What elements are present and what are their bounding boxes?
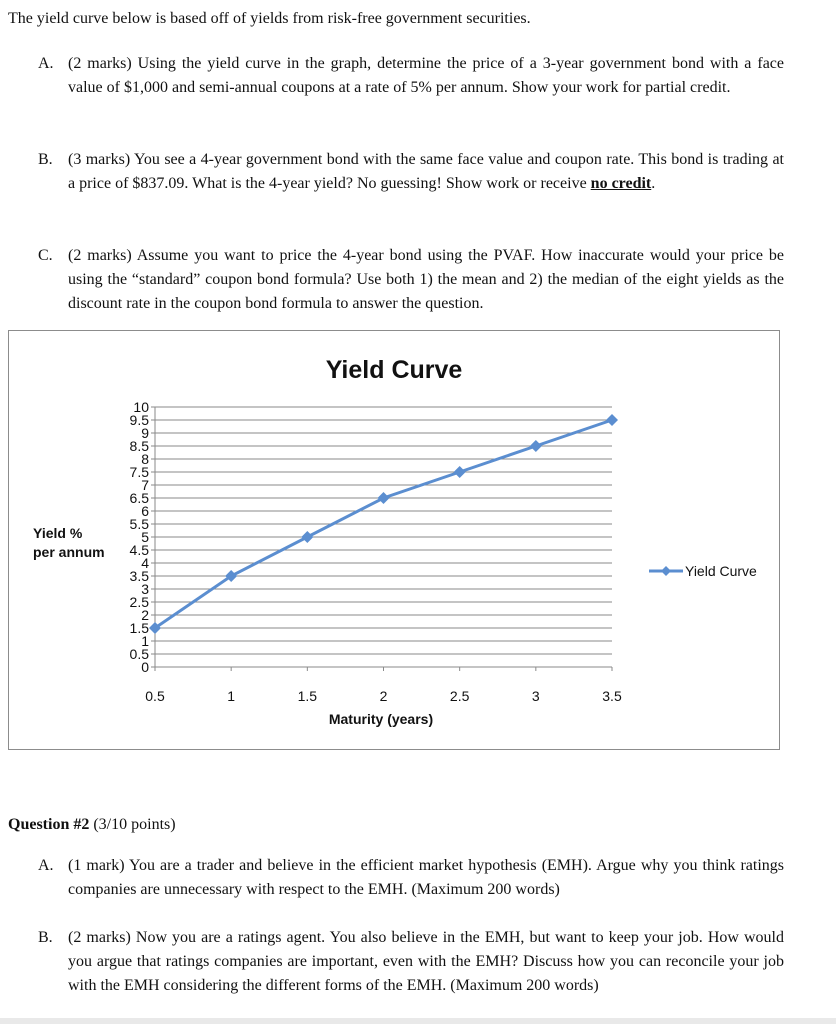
question-text: (2 marks) Assume you want to price the 4-year bond using the PVAF. How inaccurate would your price be using the “standard” coupon bond formula? Use both 1) the mean and 2) the median of the eight yields as the discount rate in the coupon bond formula to answer the question. <box>68 247 784 312</box>
y-tick-label: 6 <box>141 503 149 519</box>
y-tick-label: 8 <box>141 451 149 467</box>
data-point <box>301 531 313 543</box>
x-tick-label: 1 <box>227 688 236 704</box>
question-2b <box>38 926 784 998</box>
data-point <box>530 440 542 452</box>
y-tick-label: 2.5 <box>129 594 149 610</box>
emphasis-text: no credit <box>590 175 652 192</box>
y-tick-label: 8.5 <box>129 438 149 454</box>
x-axis-label: Maturity (years) <box>328 711 434 727</box>
question-text: (2 marks) Now you are a ratings agent. You also believe in the EMH, but want to keep your job. How would you argue that ratings companies are important, even with the EMH? Discuss how you can reconcile your job with the EMH considering the different forms of the EMH. (Maximum 200 words) <box>68 929 784 994</box>
question-1c <box>38 244 784 316</box>
page-bottom-edge <box>0 1018 836 1024</box>
y-tick-label: 4 <box>141 555 149 571</box>
question-text: (2 marks) Using the yield curve in the graph, determine the price of a 3-year government bond with a face value of $1,000 and semi-annual coupons at a rate of 5% per annum. Show your work for partial credit. <box>68 55 784 96</box>
y-tick-label: 3.5 <box>129 568 149 584</box>
data-point <box>454 466 466 478</box>
y-tick-label: 7 <box>141 477 149 493</box>
y-tick-label: 4.5 <box>129 542 149 558</box>
legend-label: Yield Curve <box>685 563 757 579</box>
question-letter: A. <box>38 55 54 72</box>
question-letter: C. <box>38 247 53 264</box>
question-1a <box>38 52 784 100</box>
x-tick-label: 0.5 <box>145 688 165 704</box>
y-axis-label-line2: per annum <box>33 544 105 560</box>
legend-marker <box>661 566 671 576</box>
y-tick-label: 7.5 <box>129 464 149 480</box>
yield-curve-chart <box>8 330 780 750</box>
x-tick-label: 3.5 <box>602 688 622 704</box>
question-text: (1 mark) You are a trader and believe in the efficient market hypothesis (EMH). Argue why you think ratings companies are unnecessary with respect to the EMH. (Maximum 200 words) <box>68 857 784 898</box>
x-tick-label: 1.5 <box>297 688 318 704</box>
y-tick-label: 0 <box>141 659 149 675</box>
y-tick-label: 1 <box>141 633 149 649</box>
x-tick-label: 3 <box>531 688 540 704</box>
x-tick-label: 2 <box>379 688 388 704</box>
chart-svg <box>9 331 779 749</box>
question-1b <box>38 148 784 196</box>
question-2-title: Question #2 (3/10 points) <box>8 816 176 833</box>
data-point <box>378 492 390 504</box>
question-text: (3 marks) You see a 4-year government bond with the same face value and coupon rate. This bond is trading at a price of $837.09. What is the 4-year yield? No guessing! Show work or receive no credit. <box>68 151 784 192</box>
y-tick-label: 3 <box>141 581 149 597</box>
y-tick-label: 9 <box>141 425 149 441</box>
y-tick-label: 9.5 <box>129 412 149 428</box>
intro-text: The yield curve below is based off of yields from risk-free government securities. <box>8 10 531 27</box>
data-point <box>606 414 618 426</box>
y-tick-label: 2 <box>141 607 149 623</box>
y-tick-label: 6.5 <box>129 490 149 506</box>
y-tick-label: 0.5 <box>129 646 149 662</box>
x-tick-label: 2.5 <box>449 688 470 704</box>
question-letter: B. <box>38 151 53 168</box>
question-letter: A. <box>38 857 54 874</box>
y-axis-label-line1: Yield % <box>33 525 83 541</box>
y-tick-label: 5 <box>141 529 149 545</box>
y-tick-label: 10 <box>133 399 149 415</box>
chart-title: Yield Curve <box>325 356 463 384</box>
y-tick-label: 5.5 <box>129 516 149 532</box>
y-tick-label: 1.5 <box>129 620 149 636</box>
question-2a <box>38 854 784 902</box>
question-letter: B. <box>38 929 53 946</box>
